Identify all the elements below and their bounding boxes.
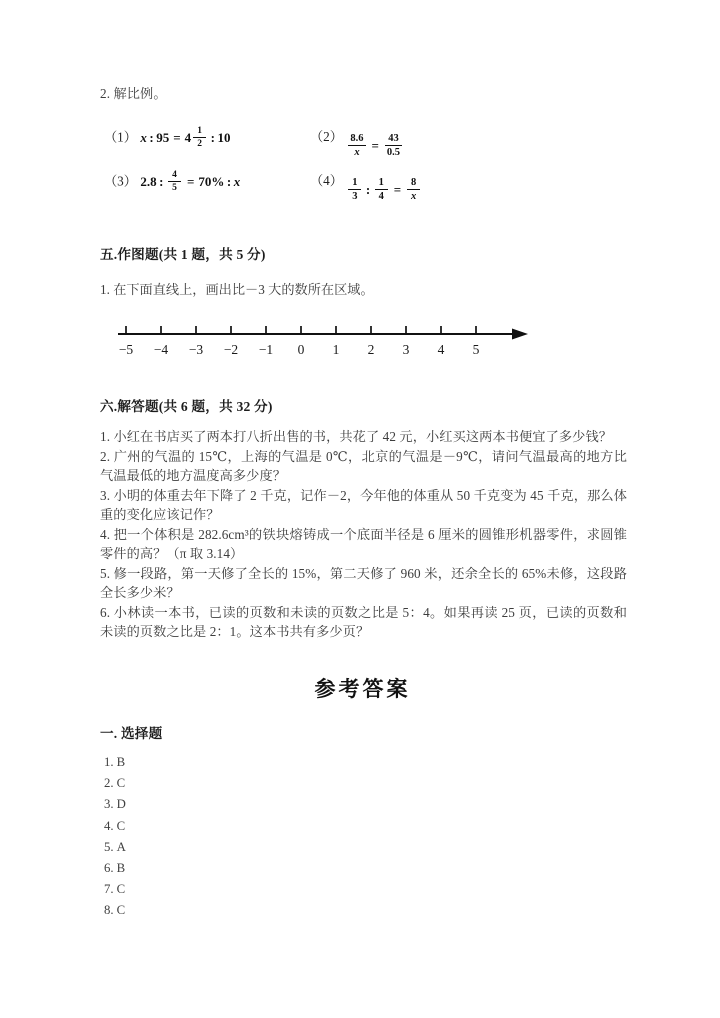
fraction-bar bbox=[385, 145, 402, 146]
answer-value: B bbox=[116, 755, 126, 769]
eq3-variable: x bbox=[233, 173, 241, 189]
answers-list bbox=[104, 752, 126, 922]
equation-1 bbox=[104, 126, 230, 149]
eq4-colon: : bbox=[365, 182, 371, 198]
answer-item bbox=[104, 794, 126, 815]
eq2-left-numerator: 8.6 bbox=[350, 132, 364, 144]
answer-value: B bbox=[116, 861, 126, 876]
fraction-bar bbox=[348, 145, 365, 146]
eq1-numerator: 1 bbox=[197, 125, 203, 136]
number-line-label: 3 bbox=[402, 342, 410, 357]
eq1-term-95: 95 bbox=[156, 129, 170, 145]
equation-1-label: （1） bbox=[104, 129, 137, 145]
number-line-label: −3 bbox=[188, 342, 204, 357]
equation-1-expression bbox=[140, 126, 230, 149]
answer-number: 6. bbox=[104, 861, 114, 876]
tick-group bbox=[126, 326, 476, 334]
eq3-numerator: 4 bbox=[172, 169, 177, 180]
eq3-fraction bbox=[168, 170, 181, 193]
eq1-mixed-number bbox=[185, 126, 209, 149]
eq1-fraction bbox=[193, 126, 206, 149]
section-six-question-list bbox=[100, 427, 627, 642]
fraction-bar bbox=[193, 137, 206, 138]
equation-4-label: （4） bbox=[310, 173, 343, 188]
number-line-label: −5 bbox=[118, 342, 134, 357]
answer-value: C bbox=[116, 882, 126, 897]
eq1-colon-2: : bbox=[210, 129, 215, 145]
eq4-denominator-1: 3 bbox=[352, 191, 358, 203]
eq4-numerator-3: 8 bbox=[411, 176, 417, 188]
section-six-title: 六.解答题(共 6 题，共 32 分) bbox=[100, 399, 273, 414]
answer-value: C bbox=[116, 776, 126, 791]
eq3-denominator: 5 bbox=[172, 182, 177, 193]
equation-3-expression bbox=[140, 170, 240, 193]
equation-3 bbox=[104, 170, 240, 193]
equation-4-expression bbox=[346, 177, 422, 203]
section-six-question-1: 1. 小红在书店买了两本打八折出售的书，共花了 42 元，小红买这两本书便宜了多少钱？ bbox=[100, 429, 613, 444]
answer-item bbox=[104, 879, 126, 900]
arrow-head bbox=[512, 329, 528, 340]
equation-3-label: （3） bbox=[104, 173, 137, 189]
answer-item bbox=[104, 858, 126, 879]
answer-value: C bbox=[116, 818, 126, 833]
number-line-label: 1 bbox=[332, 342, 340, 357]
eq1-term-10: 10 bbox=[217, 129, 231, 145]
answer-number: 2. bbox=[104, 776, 114, 791]
section-six-question-5: 5. 修一段路，第一天修了全长的 15%，第二天修了 960 米，还余全长的 65%未修，这段路全长多少米？ bbox=[100, 565, 627, 600]
number-line-labels bbox=[116, 342, 536, 362]
eq3-term-2-8: 2.8 bbox=[140, 173, 157, 189]
eq3-percent: 70% bbox=[198, 173, 225, 189]
fraction-bar bbox=[348, 189, 361, 190]
number-line-diagram bbox=[116, 316, 536, 364]
eq4-fraction-1 bbox=[348, 177, 361, 203]
eq2-equals: = bbox=[371, 138, 379, 154]
eq4-numerator-1: 1 bbox=[352, 176, 358, 188]
eq1-variable: x bbox=[140, 129, 147, 145]
fraction-bar bbox=[375, 189, 388, 190]
eq2-right-numerator: 43 bbox=[388, 132, 399, 144]
answers-section-title: 一. 选择题 bbox=[100, 726, 163, 741]
eq2-right-fraction bbox=[385, 133, 402, 159]
eq2-left-denominator: x bbox=[354, 147, 360, 159]
eq4-denominator-2: 4 bbox=[378, 191, 384, 203]
section-five-question-1: 1. 在下面直线上，画出比－3 大的数所在区域。 bbox=[100, 282, 374, 297]
eq3-colon-2: : bbox=[226, 173, 232, 189]
section-six-question-4: 4. 把一个体积是 282.6cm³的铁块熔铸成一个底面半径是 6 厘米的圆锥形机器零件，求圆锥零件的高？（π 取 3.14） bbox=[100, 526, 627, 561]
answers-title: 参考答案 bbox=[314, 678, 411, 701]
answer-number: 1. bbox=[104, 755, 114, 769]
eq3-colon-1: : bbox=[159, 173, 164, 189]
answer-number: 8. bbox=[104, 903, 114, 918]
eq4-fraction-2 bbox=[375, 177, 388, 203]
eq2-left-fraction bbox=[348, 133, 365, 159]
answer-number: 7. bbox=[104, 882, 114, 897]
section-six-question-6: 6. 小林读一本书，已读的页数和未读的页数之比是 5：4。如果再读 25 页，已读的页数和未读的页数之比是 2：1。这本书共有多少页？ bbox=[100, 604, 627, 639]
fraction-bar bbox=[407, 189, 420, 190]
equation-4 bbox=[310, 170, 422, 203]
section-five-title: 五.作图题(共 1 题，共 5 分) bbox=[100, 247, 266, 262]
answer-number: 3. bbox=[104, 797, 114, 812]
eq3-equals: = bbox=[186, 173, 195, 189]
answer-value: A bbox=[116, 839, 126, 854]
problem-2-heading: 2. 解比例。 bbox=[100, 86, 167, 101]
number-line-label: −4 bbox=[153, 342, 169, 357]
answer-number: 5. bbox=[104, 839, 114, 854]
number-line-label: 2 bbox=[367, 342, 375, 357]
number-line-label: 5 bbox=[472, 342, 480, 357]
number-line-label: −1 bbox=[258, 342, 274, 357]
equation-2 bbox=[310, 126, 404, 159]
equation-2-label: （2） bbox=[310, 129, 343, 144]
fraction-bar bbox=[168, 181, 181, 182]
answer-value: D bbox=[116, 797, 126, 812]
section-six-question-2: 2. 广州的气温的 15℃，上海的气温是 0℃，北京的气温是－9℃，请问气温最高的地方比气温最低的地方温度高多少度？ bbox=[100, 448, 627, 483]
number-line-svg bbox=[116, 316, 536, 342]
equation-grid bbox=[100, 126, 530, 214]
answer-number: 4. bbox=[104, 818, 114, 833]
eq4-numerator-2: 1 bbox=[378, 176, 384, 188]
answer-item bbox=[104, 900, 126, 921]
eq4-equals: = bbox=[393, 182, 402, 198]
number-line-label: 4 bbox=[437, 342, 445, 357]
equation-row-2 bbox=[100, 170, 530, 214]
answer-item bbox=[104, 837, 126, 858]
equation-row-1 bbox=[100, 126, 530, 170]
number-line-label: −2 bbox=[223, 342, 239, 357]
answer-item bbox=[104, 773, 126, 794]
eq4-fraction-3 bbox=[407, 177, 420, 203]
answer-item bbox=[104, 752, 126, 773]
eq2-right-denominator: 0.5 bbox=[386, 147, 401, 159]
equation-2-expression bbox=[346, 133, 404, 159]
eq1-whole: 4 bbox=[184, 129, 192, 145]
eq1-denominator: 2 bbox=[197, 138, 203, 149]
eq1-equals: = bbox=[173, 129, 181, 145]
answer-item bbox=[104, 816, 126, 837]
eq4-denominator-3: x bbox=[411, 191, 417, 203]
eq1-colon-1: : bbox=[149, 129, 154, 145]
section-six-question-3: 3. 小明的体重去年下降了 2 千克，记作－2，今年他的体重从 50 千克变为 45 千克，那么体重的变化应该记作？ bbox=[100, 487, 627, 522]
number-line-label: 0 bbox=[297, 342, 305, 357]
answer-value: C bbox=[116, 903, 126, 918]
